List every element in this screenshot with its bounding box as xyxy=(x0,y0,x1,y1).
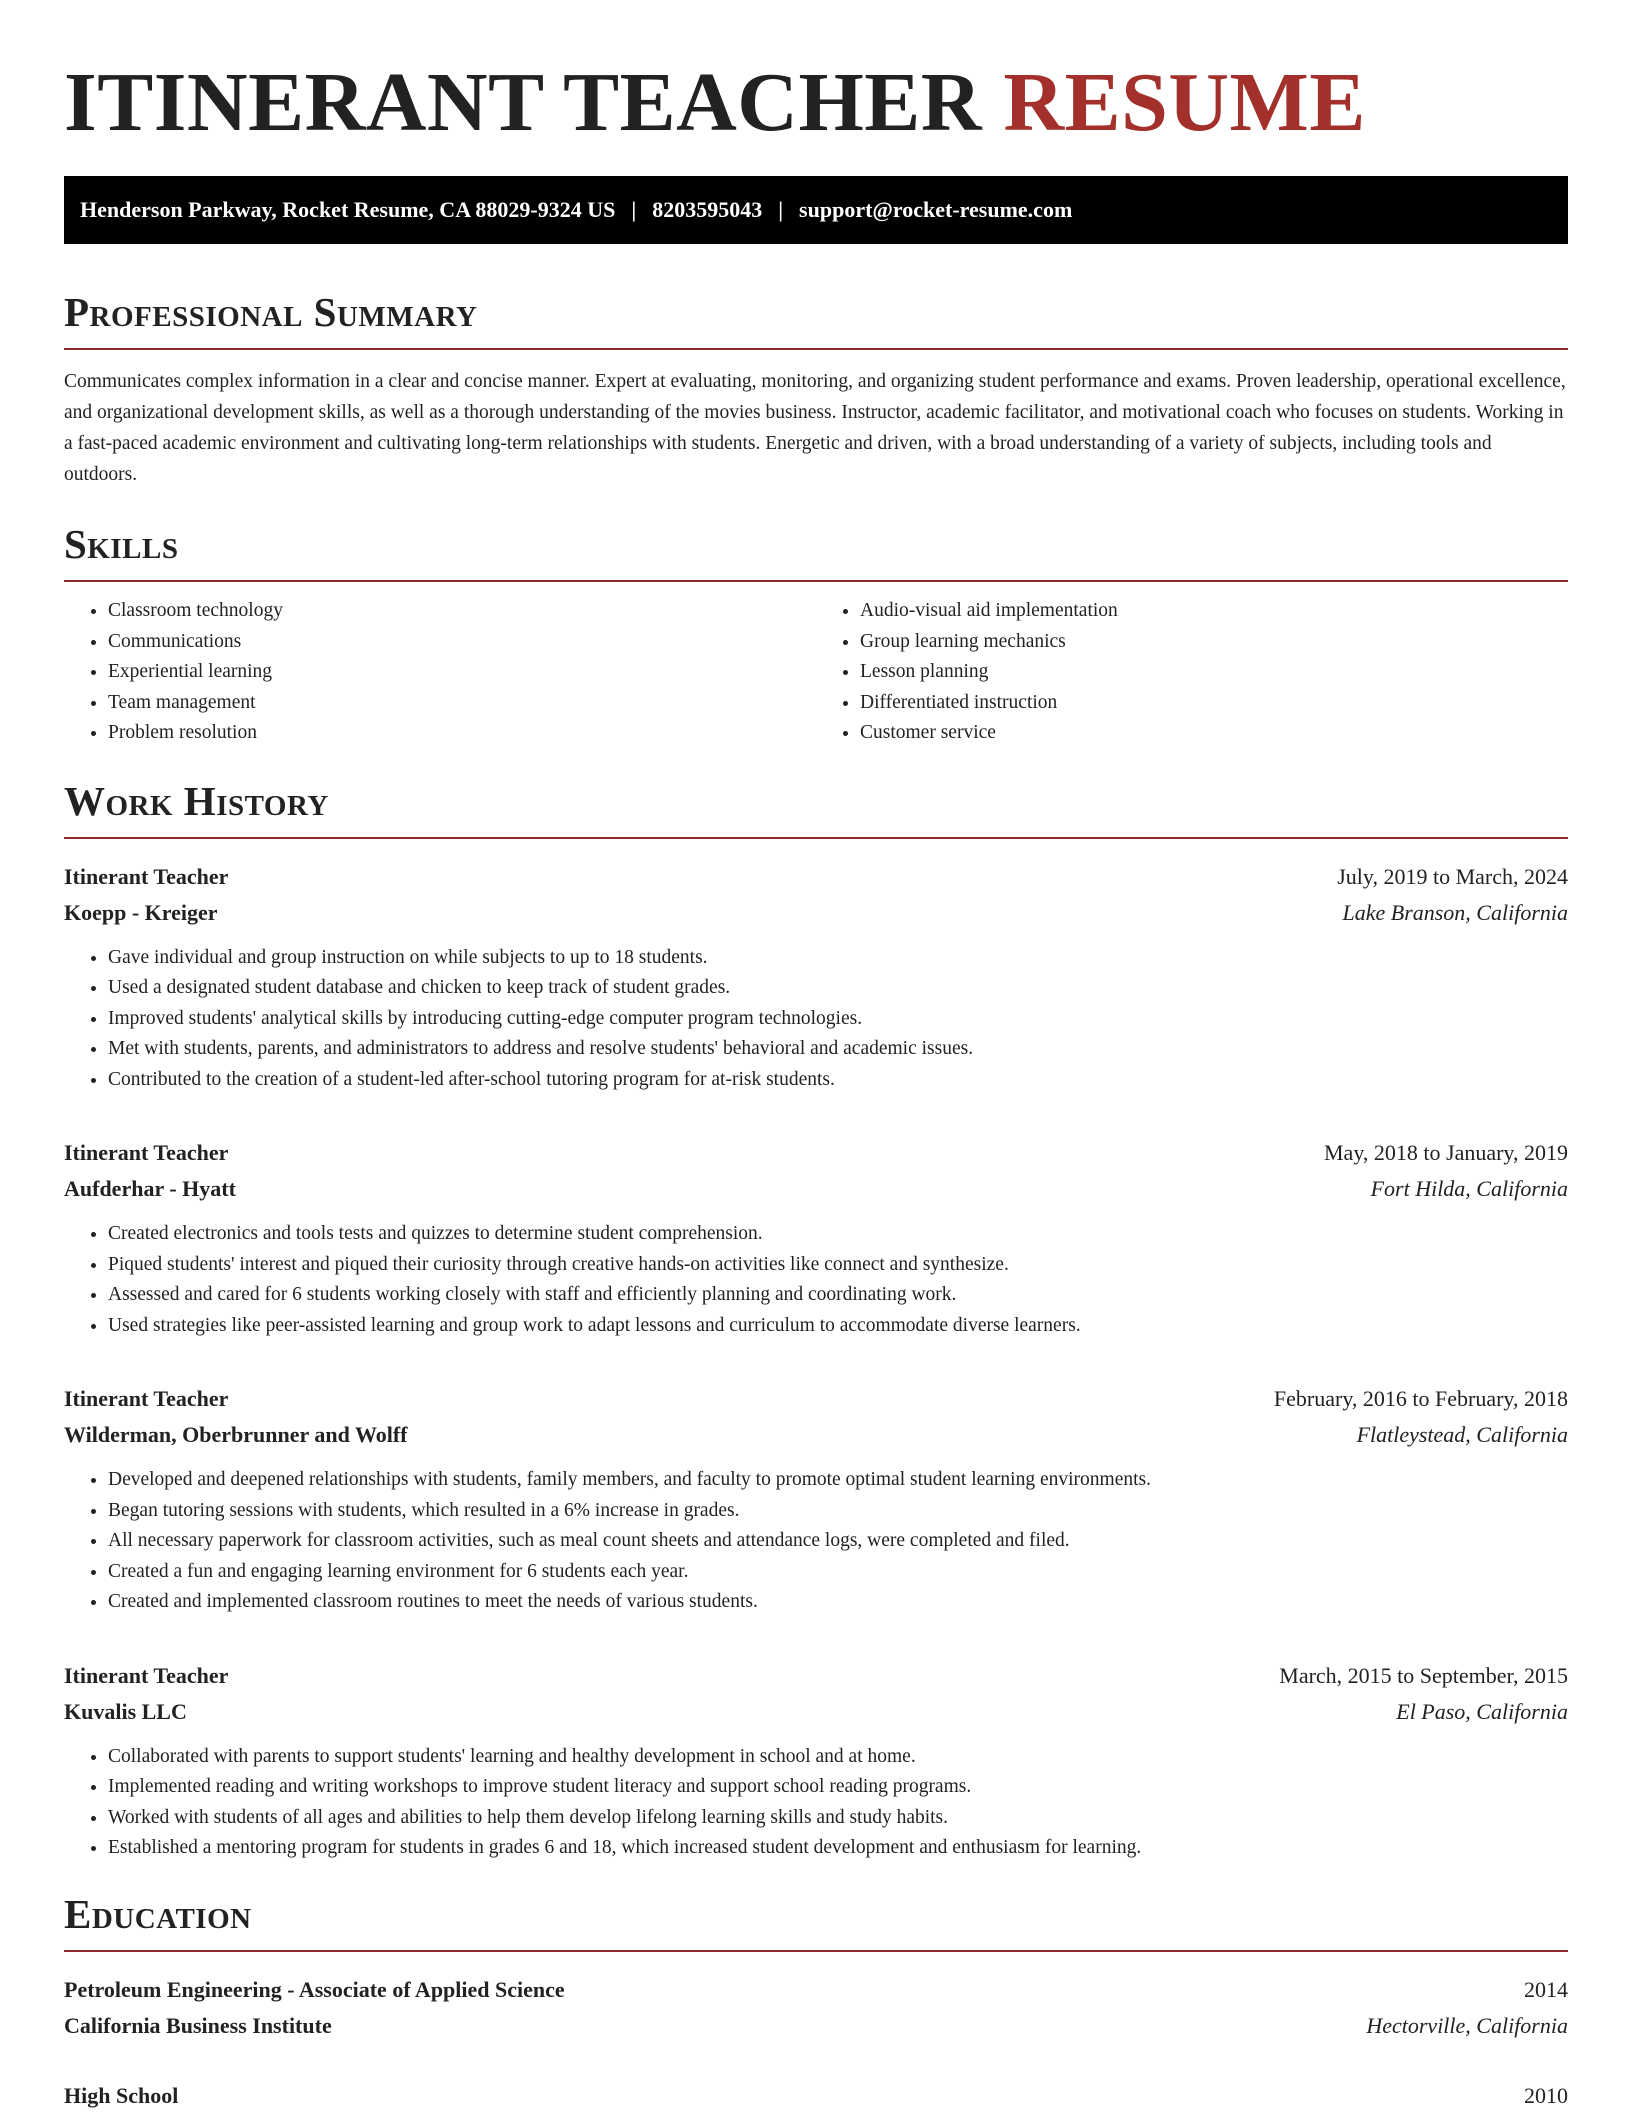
skill-item: • Team management xyxy=(108,688,816,719)
job-company-row xyxy=(64,1171,1568,1207)
skills-grid xyxy=(64,582,1568,749)
education-entry xyxy=(64,2078,1568,2112)
job-dates: May, 2018 to January, 2019 xyxy=(1324,1140,1568,1165)
job-bullet: • Worked with students of all ages and abilities to help them develop lifelong learning skills and study habits. xyxy=(108,1803,1568,1834)
job-title-row xyxy=(64,859,1568,895)
contact-separator: | xyxy=(778,197,784,222)
skill-item: • Group learning mechanics xyxy=(860,627,1568,658)
job-bullet: • Created and implemented classroom routines to meet the needs of various students. xyxy=(108,1587,1568,1618)
job-bullet: • Created a fun and engaging learning environment for 6 students each year. xyxy=(108,1557,1568,1588)
job-bullet: • Improved students' analytical skills by introducing cutting-edge computer program technologies. xyxy=(108,1004,1568,1035)
job-company: Aufderhar - Hyatt xyxy=(64,1176,236,1201)
job-bullet: • Implemented reading and writing workshops to improve student literacy and support school reading programs. xyxy=(108,1772,1568,1803)
work-history-section xyxy=(64,777,1568,1864)
job-title: Itinerant Teacher xyxy=(64,1662,229,1688)
contact-address: Henderson Parkway, Rocket Resume, CA 88029-9324 US xyxy=(80,197,616,222)
job-bullet: • Piqued students' interest and piqued their curiosity through creative hands-on activities like connect and synthesize. xyxy=(108,1250,1568,1281)
job-bullet: • Developed and deepened relationships with students, family members, and faculty to promote optimal student learning environments. xyxy=(108,1465,1568,1496)
job-dates: February, 2016 to February, 2018 xyxy=(1273,1386,1568,1411)
job-company: Koepp - Kreiger xyxy=(64,899,218,925)
skills-section xyxy=(64,520,1568,749)
work-history-heading: Work History xyxy=(64,777,1568,839)
job-title-row xyxy=(64,1381,1568,1417)
skill-item: • Differentiated instruction xyxy=(860,688,1568,719)
job-location: Fort Hilda, California xyxy=(1370,1176,1568,1201)
contact-email[interactable]: support@rocket-resume.com xyxy=(799,197,1073,222)
resume-title xyxy=(64,0,1568,150)
skills-list-right xyxy=(816,596,1568,749)
job-bullet: • Created electronics and tools tests and quizzes to determine student comprehension. xyxy=(108,1219,1568,1250)
skills-list-left xyxy=(64,596,816,749)
contact-separator: | xyxy=(631,197,637,222)
education-section xyxy=(64,1890,1568,2112)
contact-phone: 8203595043 xyxy=(652,197,763,222)
job-location: Flatleystead, California xyxy=(1356,1422,1568,1447)
job-location: El Paso, California xyxy=(1396,1698,1568,1724)
job-bullet: • Gave individual and group instruction on while subjects to up to 18 students. xyxy=(108,943,1568,974)
skill-item: • Communications xyxy=(108,627,816,658)
summary-section xyxy=(64,288,1568,490)
job-bullets xyxy=(64,1742,1568,1864)
job-company: Kuvalis LLC xyxy=(64,1698,187,1724)
job-bullet: • Contributed to the creation of a student-led after-school tutoring program for at-risk students. xyxy=(108,1065,1568,1096)
job-dates: July, 2019 to March, 2024 xyxy=(1337,863,1568,889)
job-bullet: • Used a designated student database and chicken to keep track of student grades. xyxy=(108,973,1568,1004)
job-entry xyxy=(64,1658,1568,1864)
job-company-row xyxy=(64,895,1568,931)
job-bullet: • Established a mentoring program for students in grades 6 and 18, which increased student development and enthusiasm for learning. xyxy=(108,1833,1568,1864)
job-title-row xyxy=(64,1658,1568,1694)
education-entry xyxy=(64,1972,1568,2044)
education-location: Hectorville, California xyxy=(1366,2012,1568,2038)
education-degree-row xyxy=(64,1972,1568,2008)
education-school: California Business Institute xyxy=(64,2012,332,2038)
skill-item: • Classroom technology xyxy=(108,596,816,627)
skill-item: • Experiential learning xyxy=(108,657,816,688)
contact-bar xyxy=(64,176,1568,244)
education-degree: Petroleum Engineering - Associate of Applied Science xyxy=(64,1976,565,2002)
job-bullet: • All necessary paperwork for classroom activities, such as meal count sheets and attendance logs, were completed and filed. xyxy=(108,1526,1568,1557)
job-bullets xyxy=(64,1219,1568,1341)
job-company: Wilderman, Oberbrunner and Wolff xyxy=(64,1422,408,1447)
job-bullets xyxy=(64,943,1568,1096)
job-entry xyxy=(64,1381,1568,1618)
job-title: Itinerant Teacher xyxy=(64,863,229,889)
job-location: Lake Branson, California xyxy=(1342,899,1568,925)
skills-heading: Skills xyxy=(64,520,1568,582)
education-school-row xyxy=(64,2008,1568,2044)
job-bullet: • Used strategies like peer-assisted learning and group work to adapt lessons and curriculum to accommodate diverse learners. xyxy=(108,1311,1568,1342)
education-degree-row xyxy=(64,2078,1568,2112)
job-bullet: • Assessed and cared for 6 students working closely with staff and efficiently planning and coordinating work. xyxy=(108,1280,1568,1311)
skill-item: • Audio-visual aid implementation xyxy=(860,596,1568,627)
job-dates: March, 2015 to September, 2015 xyxy=(1279,1662,1568,1688)
job-company-row xyxy=(64,1694,1568,1730)
skill-item: • Customer service xyxy=(860,718,1568,749)
title-main: ITINERANT TEACHER xyxy=(64,56,982,149)
job-bullets xyxy=(64,1465,1568,1618)
job-bullet: • Met with students, parents, and administrators to address and resolve students' behavioral and academic issues. xyxy=(108,1034,1568,1065)
education-heading: Education xyxy=(64,1890,1568,1952)
job-company-row xyxy=(64,1417,1568,1453)
education-year: 2010 xyxy=(1524,2082,1568,2108)
job-entry xyxy=(64,859,1568,1096)
job-bullet: • Began tutoring sessions with students, which resulted in a 6% increase in grades. xyxy=(108,1496,1568,1527)
education-year: 2014 xyxy=(1524,1976,1568,2002)
job-bullet: • Collaborated with parents to support students' learning and healthy development in school and at home. xyxy=(108,1742,1568,1773)
title-accent: RESUME xyxy=(1003,56,1366,149)
summary-heading: Professional Summary xyxy=(64,288,1568,350)
job-title: Itinerant Teacher xyxy=(64,1386,229,1411)
job-title-row xyxy=(64,1135,1568,1171)
job-title: Itinerant Teacher xyxy=(64,1140,229,1165)
education-degree: High School xyxy=(64,2082,179,2108)
job-entry xyxy=(64,1135,1568,1341)
skill-item: • Problem resolution xyxy=(108,718,816,749)
skill-item: • Lesson planning xyxy=(860,657,1568,688)
summary-text: Communicates complex information in a clear and concise manner. Expert at evaluating, monitoring, and organizing student performance and exams. Proven leadership, operational excellence, and organizational development skills, as well as a thorough understanding of the movies business. Instructor, academic facilitator, and motivational coach who focuses on students. Working in a fast-paced academic environment and cultivating long-term relationships with students. Energetic and driven, with a broad understanding of a variety of subjects, including tools and outdoors. xyxy=(64,371,1566,485)
